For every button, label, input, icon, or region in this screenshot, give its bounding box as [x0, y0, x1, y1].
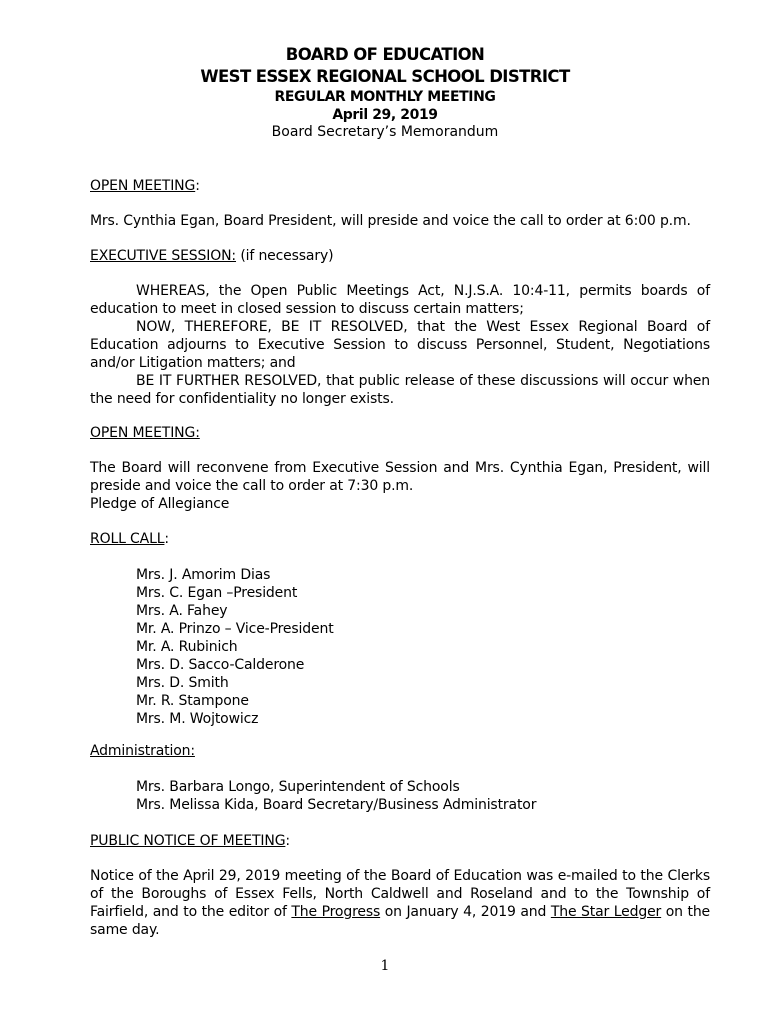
- public-notice-part1: Notice of the April 29, 2019 meeting of the Board of Education was e-mailed to the Clerks of the Boroughs of Essex Fells, North Caldwell and Roseland and to the Township of Fairfield, and to the editor of: [90, 868, 710, 920]
- open-meeting-heading-text: OPEN MEETING: [90, 178, 196, 194]
- executive-session-heading: [90, 247, 710, 265]
- roll-call-member: Mr. A. Rubinich: [136, 639, 238, 655]
- further-resolved-paragraph: [90, 372, 710, 408]
- pledge-of-allegiance: Pledge of Allegiance: [90, 496, 230, 512]
- roll-call-member: Mrs. M. Wojtowicz: [136, 711, 259, 727]
- public-notice-heading: [90, 832, 710, 850]
- whereas-paragraph: WHEREAS, the Open Public Meetings Act, N.J.S.A. 10:4-11, permits boards of education to meet in closed session to discuss certain matters;: [90, 283, 710, 317]
- further-resolved-lead: BE IT FURTHER RESOLVED,: [136, 373, 322, 389]
- newspaper-star-ledger: The Star Ledger: [550, 904, 662, 920]
- roll-call-heading-text: ROLL CALL: [90, 531, 165, 547]
- administration-heading: [90, 742, 710, 760]
- open-meeting-2-heading: [90, 424, 710, 442]
- open-meeting-heading: [90, 177, 710, 195]
- open-meeting-2-text: The Board will reconvene from Executive Session and Mrs. Cynthia Egan, President, will preside and voice the call to order at 7:30 p.m.: [90, 460, 710, 494]
- administration-heading-text: Administration:: [90, 743, 195, 759]
- heading-suffix: :: [195, 178, 200, 194]
- executive-session-note: (if necessary): [236, 248, 334, 264]
- roll-call-member: Mrs. D. Smith: [136, 675, 229, 691]
- administration-member: Mrs. Barbara Longo, Superintendent of Schools: [136, 779, 460, 795]
- meeting-type: REGULAR MONTHLY MEETING: [274, 89, 496, 105]
- newspaper-the-progress: The Progress: [291, 904, 381, 920]
- roll-call-list: [90, 566, 710, 728]
- document-title: [0, 44, 770, 88]
- page-number: 1: [380, 958, 390, 974]
- public-notice-heading-text: PUBLIC NOTICE OF MEETING: [90, 833, 286, 849]
- roll-call-member: Mr. R. Stampone: [136, 693, 249, 709]
- executive-session-resolution: [90, 282, 710, 408]
- administration-list: [90, 778, 710, 814]
- now-therefore-paragraph: [90, 318, 710, 372]
- roll-call-member: Mrs. D. Sacco-Calderone: [136, 657, 305, 673]
- now-therefore-lead: NOW, THEREFORE, BE IT RESOLVED,: [136, 319, 408, 335]
- further-resolved-rest: that public release of these discussions will occur when the need for confidentiality no longer exists.: [90, 373, 710, 407]
- roll-call-suffix: :: [164, 531, 169, 547]
- public-notice-text: [90, 867, 710, 939]
- administration-member: Mrs. Melissa Kida, Board Secretary/Business Administrator: [136, 797, 537, 813]
- roll-call-member: Mrs. C. Egan –President: [136, 585, 298, 601]
- title-district: WEST ESSEX REGIONAL SCHOOL DISTRICT: [200, 67, 570, 86]
- roll-call-member: Mr. A. Prinzo – Vice-President: [136, 621, 334, 637]
- public-notice-part2: on January 4, 2019 and: [380, 904, 551, 920]
- memo-subtitle: Board Secretary’s Memorandum: [271, 124, 499, 140]
- public-notice-part3: on the same day.: [90, 904, 711, 938]
- open-meeting-text: Mrs. Cynthia Egan, Board President, will preside and voice the call to order at 6:00 p.m.: [90, 213, 691, 229]
- roll-call-member: Mrs. A. Fahey: [136, 603, 228, 619]
- title-board-of-education: BOARD OF EDUCATION: [285, 45, 485, 64]
- roll-call-member: Mrs. J. Amorim Dias: [136, 567, 271, 583]
- open-meeting-2-heading-text: OPEN MEETING:: [90, 425, 200, 441]
- executive-session-heading-text: EXECUTIVE SESSION:: [90, 248, 237, 264]
- meeting-date: April 29, 2019: [332, 107, 438, 123]
- public-notice-suffix: :: [285, 833, 290, 849]
- now-therefore-rest: that the West Essex Regional Board of Education adjourns to Executive Session to discuss Personnel, Student, Negotiations and/or Litigation matters; and: [90, 319, 710, 371]
- roll-call-heading: [90, 530, 710, 548]
